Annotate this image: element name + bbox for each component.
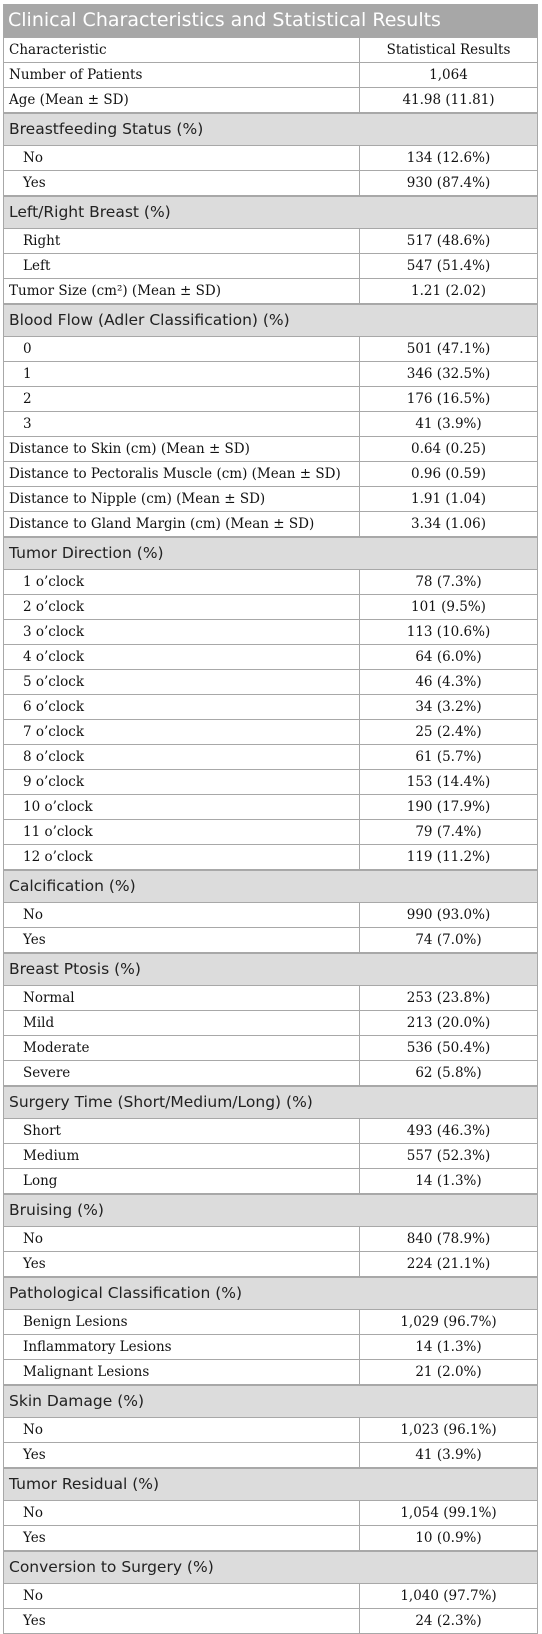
characteristic-cell: Distance to Nipple (cm) (Mean ± SD)	[4, 487, 360, 511]
characteristic-cell: 5 o’clock	[4, 670, 360, 694]
section-header-row	[4, 303, 537, 336]
table-row	[4, 1035, 537, 1060]
section-label: Bruising (%)	[9, 1201, 104, 1219]
result-cell: 930 (87.4%)	[406, 175, 491, 191]
result-cell: 101 (9.5%)	[411, 599, 486, 615]
table-row	[4, 694, 537, 719]
table-row	[4, 361, 537, 386]
result-cell: 253 (23.8%)	[406, 990, 491, 1006]
characteristic-cell: 4 o’clock	[4, 645, 360, 669]
section-header-row	[4, 195, 537, 228]
result-cell: 190 (17.9%)	[406, 799, 491, 815]
table-row	[4, 62, 537, 87]
characteristic-cell: Mild	[4, 1011, 360, 1035]
table-row	[4, 228, 537, 253]
section-header-row	[4, 536, 537, 569]
section-label: Conversion to Surgery (%)	[9, 1558, 214, 1576]
result-cell: 1.91 (1.04)	[411, 491, 486, 507]
result-cell: 41 (3.9%)	[415, 416, 482, 432]
result-cell: 64 (6.0%)	[415, 649, 482, 665]
result-cell: 3.34 (1.06)	[411, 516, 486, 532]
result-cell: 79 (7.4%)	[415, 824, 482, 840]
characteristic-cell: Number of Patients	[4, 63, 360, 87]
section-label: Pathological Classification (%)	[9, 1284, 243, 1302]
table-row	[4, 1143, 537, 1168]
result-cell: 536 (50.4%)	[406, 1040, 491, 1056]
characteristic-cell: Yes	[4, 1609, 360, 1633]
result-cell: 547 (51.4%)	[406, 258, 491, 274]
table-row	[4, 1608, 537, 1633]
result-cell: 346 (32.5%)	[406, 366, 491, 382]
result-cell: 990 (93.0%)	[406, 907, 491, 923]
table-row	[4, 253, 537, 278]
table-row	[4, 278, 537, 303]
characteristic-cell: Moderate	[4, 1036, 360, 1060]
table-row	[4, 902, 537, 927]
characteristic-cell: No	[4, 1584, 360, 1608]
characteristic-cell: 0	[4, 337, 360, 361]
result-cell: 153 (14.4%)	[406, 774, 491, 790]
characteristic-cell: 10 o’clock	[4, 795, 360, 819]
table-row	[4, 769, 537, 794]
characteristic-cell: 2	[4, 387, 360, 411]
section-label: Tumor Residual (%)	[9, 1475, 160, 1493]
result-cell: 34 (3.2%)	[415, 699, 482, 715]
table-row	[4, 486, 537, 511]
clinical-characteristics-table	[3, 4, 538, 1634]
result-cell: 517 (48.6%)	[406, 233, 491, 249]
table-row	[4, 1010, 537, 1035]
table-row	[4, 1168, 537, 1193]
characteristic-cell: Distance to Pectoralis Muscle (cm) (Mean ± SD)	[4, 462, 360, 486]
table-row	[4, 436, 537, 461]
table-row	[4, 669, 537, 694]
table-row	[4, 1583, 537, 1608]
table-row	[4, 336, 537, 361]
table-row	[4, 719, 537, 744]
result-cell: 62 (5.8%)	[415, 1065, 482, 1081]
table-row	[4, 1525, 537, 1550]
characteristic-cell: Normal	[4, 986, 360, 1010]
characteristic-cell: No	[4, 1501, 360, 1525]
section-label: Breastfeeding Status (%)	[9, 120, 204, 138]
result-cell: 113 (10.6%)	[406, 624, 491, 640]
result-cell: 0.64 (0.25)	[411, 441, 486, 457]
result-cell: 134 (12.6%)	[406, 150, 491, 166]
table-row	[4, 619, 537, 644]
characteristic-cell: 8 o’clock	[4, 745, 360, 769]
result-cell: 501 (47.1%)	[406, 341, 491, 357]
table-row	[4, 1334, 537, 1359]
result-cell: 1,054 (99.1%)	[400, 1505, 497, 1521]
characteristic-cell: No	[4, 146, 360, 170]
characteristic-cell: Yes	[4, 1443, 360, 1467]
characteristic-cell: 9 o’clock	[4, 770, 360, 794]
result-cell: 1,064	[429, 67, 468, 83]
result-cell: 25 (2.4%)	[415, 724, 482, 740]
characteristic-cell: 3	[4, 412, 360, 436]
table-row	[4, 644, 537, 669]
result-cell: 61 (5.7%)	[415, 749, 482, 765]
result-cell: 557 (52.3%)	[406, 1148, 491, 1164]
result-cell: 14 (1.3%)	[415, 1173, 482, 1189]
table-row	[4, 1226, 537, 1251]
table-row	[4, 594, 537, 619]
characteristic-cell: No	[4, 1227, 360, 1251]
table-row	[4, 1359, 537, 1384]
characteristic-cell: No	[4, 903, 360, 927]
characteristic-cell: Malignant Lesions	[4, 1360, 360, 1384]
section-header-row	[4, 1276, 537, 1309]
section-header-row	[4, 112, 537, 145]
result-cell: 46 (4.3%)	[415, 674, 482, 690]
table-row	[4, 170, 537, 195]
characteristic-cell: 1	[4, 362, 360, 386]
characteristic-cell: 7 o’clock	[4, 720, 360, 744]
characteristic-cell: Distance to Skin (cm) (Mean ± SD)	[4, 437, 360, 461]
result-cell: 24 (2.3%)	[415, 1613, 482, 1629]
table-row	[4, 1442, 537, 1467]
table-body	[4, 62, 537, 1633]
column-header-statistical-results: Statistical Results	[386, 42, 511, 58]
section-header-row	[4, 1384, 537, 1417]
column-header-characteristic: Characteristic	[4, 38, 360, 62]
section-label: Tumor Direction (%)	[9, 544, 164, 562]
result-cell: 41.98 (11.81)	[402, 92, 495, 108]
table-row	[4, 1309, 537, 1334]
table-row	[4, 461, 537, 486]
result-cell: 1,040 (97.7%)	[400, 1588, 497, 1604]
table-row	[4, 1118, 537, 1143]
result-cell: 1,023 (96.1%)	[400, 1422, 497, 1438]
characteristic-cell: 11 o’clock	[4, 820, 360, 844]
column-header-row	[4, 37, 537, 62]
table-row	[4, 794, 537, 819]
section-header-row	[4, 1085, 537, 1118]
section-label: Skin Damage (%)	[9, 1392, 145, 1410]
section-label: Blood Flow (Adler Classification) (%)	[9, 311, 290, 329]
result-cell: 224 (21.1%)	[406, 1256, 491, 1272]
table-row	[4, 927, 537, 952]
characteristic-cell: 3 o’clock	[4, 620, 360, 644]
characteristic-cell: Distance to Gland Margin (cm) (Mean ± SD)	[4, 512, 360, 536]
result-cell: 840 (78.9%)	[406, 1231, 491, 1247]
result-cell: 119 (11.2%)	[406, 849, 491, 865]
result-cell: 1.21 (2.02)	[411, 283, 486, 299]
table-row	[4, 87, 537, 112]
result-cell: 78 (7.3%)	[415, 574, 482, 590]
table-row	[4, 511, 537, 536]
result-cell: 41 (3.9%)	[415, 1447, 482, 1463]
section-label: Left/Right Breast (%)	[9, 203, 171, 221]
table-row	[4, 1500, 537, 1525]
section-header-row	[4, 1193, 537, 1226]
characteristic-cell: Yes	[4, 1526, 360, 1550]
characteristic-cell: 1 o’clock	[4, 570, 360, 594]
table-row	[4, 1060, 537, 1085]
characteristic-cell: Yes	[4, 171, 360, 195]
characteristic-cell: Yes	[4, 1252, 360, 1276]
section-label: Calcification (%)	[9, 877, 136, 895]
result-cell: 14 (1.3%)	[415, 1339, 482, 1355]
table-row	[4, 844, 537, 869]
characteristic-cell: Benign Lesions	[4, 1310, 360, 1334]
result-cell: 21 (2.0%)	[415, 1364, 482, 1380]
result-cell: 10 (0.9%)	[415, 1530, 482, 1546]
characteristic-cell: Severe	[4, 1061, 360, 1085]
characteristic-cell: Tumor Size (cm²) (Mean ± SD)	[4, 279, 360, 303]
table-row	[4, 569, 537, 594]
characteristic-cell: Left	[4, 254, 360, 278]
characteristic-cell: 2 o’clock	[4, 595, 360, 619]
table-row	[4, 386, 537, 411]
characteristic-cell: Yes	[4, 928, 360, 952]
section-header-row	[4, 1550, 537, 1583]
table-row	[4, 411, 537, 436]
characteristic-cell: Medium	[4, 1144, 360, 1168]
table-row	[4, 985, 537, 1010]
section-label: Breast Ptosis (%)	[9, 960, 141, 978]
table-row	[4, 1417, 537, 1442]
section-header-row	[4, 1467, 537, 1500]
result-cell: 213 (20.0%)	[406, 1015, 491, 1031]
characteristic-cell: Age (Mean ± SD)	[4, 88, 360, 112]
result-cell: 493 (46.3%)	[406, 1123, 491, 1139]
section-header-row	[4, 952, 537, 985]
characteristic-cell: Long	[4, 1169, 360, 1193]
characteristic-cell: Short	[4, 1119, 360, 1143]
characteristic-cell: No	[4, 1418, 360, 1442]
section-header-row	[4, 869, 537, 902]
characteristic-cell: 12 o’clock	[4, 845, 360, 869]
characteristic-cell: Right	[4, 229, 360, 253]
table-row	[4, 145, 537, 170]
section-label: Surgery Time (Short/Medium/Long) (%)	[9, 1093, 313, 1111]
result-cell: 176 (16.5%)	[406, 391, 491, 407]
table-title: Clinical Characteristics and Statistical Results	[4, 4, 537, 37]
characteristic-cell: 6 o’clock	[4, 695, 360, 719]
result-cell: 0.96 (0.59)	[411, 466, 486, 482]
table-row	[4, 744, 537, 769]
table-row	[4, 819, 537, 844]
characteristic-cell: Inflammatory Lesions	[4, 1335, 360, 1359]
table-row	[4, 1251, 537, 1276]
result-cell: 1,029 (96.7%)	[400, 1314, 497, 1330]
result-cell: 74 (7.0%)	[415, 932, 482, 948]
